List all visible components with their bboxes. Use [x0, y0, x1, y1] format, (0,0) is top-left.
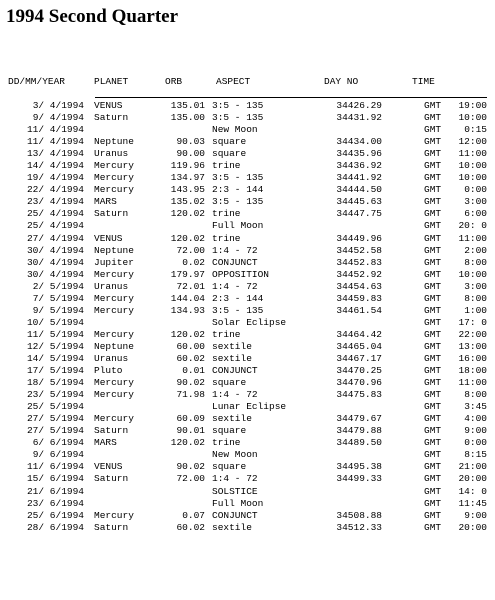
- cell-dayno: 34435.96: [336, 148, 382, 160]
- table-row: [0, 112, 495, 124]
- cell-date: 2/ 5/1994: [32, 280, 84, 292]
- cell-time: 12:00: [458, 136, 487, 148]
- cell-orb: 0.02: [182, 256, 205, 268]
- cell-orb: 120.02: [170, 232, 205, 244]
- cell-gmt: GMT: [424, 196, 442, 208]
- cell-orb: 90.00: [176, 148, 205, 160]
- cell-orb: 144.04: [170, 292, 205, 304]
- cell-aspect: square: [212, 148, 247, 160]
- table-row: [0, 196, 495, 208]
- cell-gmt: GMT: [424, 148, 442, 160]
- column-header-time: TIME: [412, 76, 435, 87]
- cell-aspect: Full Moon: [212, 497, 264, 509]
- table-row: [0, 245, 495, 257]
- cell-orb: 90.02: [176, 377, 205, 389]
- cell-dayno: 34479.88: [336, 425, 382, 437]
- cell-time: 11:00: [458, 232, 487, 244]
- cell-date: 6/ 6/1994: [32, 437, 84, 449]
- table-row: [0, 208, 495, 220]
- cell-orb: 120.02: [170, 437, 205, 449]
- cell-aspect: sextile: [212, 352, 252, 364]
- cell-planet: MARS: [94, 196, 117, 208]
- table-row: [0, 172, 495, 184]
- table-row: [0, 293, 495, 305]
- cell-aspect: 3:5 - 135: [212, 196, 264, 208]
- cell-date: 27/ 5/1994: [26, 425, 84, 437]
- cell-time: 10:00: [458, 112, 487, 124]
- cell-planet: VENUS: [94, 232, 123, 244]
- cell-orb: 60.00: [176, 340, 205, 352]
- table-row: [0, 160, 495, 172]
- cell-planet: Mercury: [94, 389, 134, 401]
- table-row: [0, 486, 495, 498]
- cell-planet: VENUS: [94, 461, 123, 473]
- cell-date: 9/ 6/1994: [32, 449, 84, 461]
- table-row: [0, 365, 495, 377]
- cell-orb: 143.95: [170, 184, 205, 196]
- cell-planet: Uranus: [94, 148, 129, 160]
- cell-dayno: 34452.83: [336, 256, 382, 268]
- cell-planet: Mercury: [94, 172, 134, 184]
- cell-date: 23/ 5/1994: [26, 389, 84, 401]
- cell-gmt: GMT: [424, 172, 442, 184]
- cell-planet: Mercury: [94, 268, 134, 280]
- cell-gmt: GMT: [424, 413, 442, 425]
- cell-dayno: 34495.38: [336, 461, 382, 473]
- cell-date: 18/ 5/1994: [26, 377, 84, 389]
- cell-dayno: 34452.58: [336, 244, 382, 256]
- table-row: [0, 461, 495, 473]
- cell-time: 8:00: [464, 389, 487, 401]
- table-row: [0, 377, 495, 389]
- cell-time: 20:00: [458, 473, 487, 485]
- cell-time: 8:00: [464, 256, 487, 268]
- cell-planet: Mercury: [94, 160, 134, 172]
- table-row: [0, 341, 495, 353]
- cell-dayno: 34512.33: [336, 521, 382, 533]
- cell-aspect: trine: [212, 160, 241, 172]
- cell-orb: 60.02: [176, 521, 205, 533]
- cell-dayno: 34461.54: [336, 304, 382, 316]
- cell-planet: Neptune: [94, 340, 134, 352]
- cell-dayno: 34426.29: [336, 100, 382, 111]
- cell-dayno: 34436.92: [336, 160, 382, 172]
- cell-aspect: square: [212, 425, 247, 437]
- cell-aspect: trine: [212, 328, 241, 340]
- cell-gmt: GMT: [424, 521, 442, 533]
- cell-orb: 120.02: [170, 208, 205, 220]
- table-row: [0, 184, 495, 196]
- table-row: [0, 510, 495, 522]
- cell-time: 8:15: [464, 449, 487, 461]
- table-row: [0, 100, 495, 112]
- cell-planet: Mercury: [94, 304, 134, 316]
- cell-planet: Mercury: [94, 328, 134, 340]
- cell-gmt: GMT: [424, 401, 442, 413]
- table-row: [0, 220, 495, 232]
- cell-time: 19:00: [458, 100, 487, 111]
- cell-gmt: GMT: [424, 220, 442, 232]
- cell-date: 28/ 6/1994: [26, 521, 84, 533]
- cell-orb: 134.97: [170, 172, 205, 184]
- cell-orb: 0.01: [182, 365, 205, 377]
- table-row: [0, 136, 495, 148]
- cell-aspect: 2:3 - 144: [212, 184, 264, 196]
- cell-planet: Uranus: [94, 280, 129, 292]
- cell-dayno: 34459.83: [336, 292, 382, 304]
- cell-time: 0:00: [464, 184, 487, 196]
- cell-date: 14/ 5/1994: [26, 352, 84, 364]
- cell-planet: Mercury: [94, 184, 134, 196]
- cell-gmt: GMT: [424, 256, 442, 268]
- table-row: [0, 257, 495, 269]
- table-row: [0, 522, 495, 534]
- cell-time: 3:00: [464, 196, 487, 208]
- cell-time: 13:00: [458, 340, 487, 352]
- table-row: [0, 269, 495, 281]
- cell-planet: Neptune: [94, 136, 134, 148]
- cell-aspect: 3:5 - 135: [212, 100, 264, 111]
- cell-orb: 71.98: [176, 389, 205, 401]
- cell-time: 0:15: [464, 124, 487, 136]
- cell-gmt: GMT: [424, 365, 442, 377]
- cell-gmt: GMT: [424, 437, 442, 449]
- cell-date: 7/ 5/1994: [32, 292, 84, 304]
- cell-gmt: GMT: [424, 304, 442, 316]
- cell-time: 3:00: [464, 280, 487, 292]
- cell-gmt: GMT: [424, 280, 442, 292]
- table-row: [0, 437, 495, 449]
- table-row: [0, 329, 495, 341]
- cell-aspect: OPPOSITION: [212, 268, 270, 280]
- cell-date: 14/ 4/1994: [26, 160, 84, 172]
- cell-aspect: New Moon: [212, 124, 258, 136]
- cell-planet: Mercury: [94, 509, 134, 521]
- cell-gmt: GMT: [424, 268, 442, 280]
- cell-date: 17/ 5/1994: [26, 365, 84, 377]
- cell-aspect: 1:4 - 72: [212, 389, 258, 401]
- cell-dayno: 34447.75: [336, 208, 382, 220]
- cell-date: 9/ 5/1994: [32, 304, 84, 316]
- cell-orb: 0.07: [182, 509, 205, 521]
- cell-orb: 72.00: [176, 244, 205, 256]
- cell-time: 3:45: [464, 401, 487, 413]
- cell-time: 2:00: [464, 244, 487, 256]
- cell-aspect: Lunar Eclipse: [212, 401, 287, 413]
- table-row: [0, 425, 495, 437]
- cell-aspect: CONJUNCT: [212, 256, 258, 268]
- cell-planet: Neptune: [94, 244, 134, 256]
- table-row: [0, 353, 495, 365]
- cell-aspect: sextile: [212, 340, 252, 352]
- table-row: [0, 401, 495, 413]
- table-row: [0, 473, 495, 485]
- cell-date: 30/ 4/1994: [26, 268, 84, 280]
- cell-gmt: GMT: [424, 485, 442, 497]
- cell-gmt: GMT: [424, 316, 442, 328]
- cell-orb: 90.01: [176, 425, 205, 437]
- cell-planet: Jupiter: [94, 256, 134, 268]
- cell-date: 15/ 6/1994: [26, 473, 84, 485]
- cell-gmt: GMT: [424, 509, 442, 521]
- cell-dayno: 34499.33: [336, 473, 382, 485]
- cell-time: 18:00: [458, 365, 487, 377]
- table-row: [0, 124, 495, 136]
- cell-dayno: 34475.83: [336, 389, 382, 401]
- cell-gmt: GMT: [424, 232, 442, 244]
- cell-orb: 90.03: [176, 136, 205, 148]
- cell-gmt: GMT: [424, 112, 442, 124]
- cell-date: 13/ 4/1994: [26, 148, 84, 160]
- cell-aspect: sextile: [212, 413, 252, 425]
- cell-aspect: trine: [212, 208, 241, 220]
- cell-aspect: SOLSTICE: [212, 485, 258, 497]
- cell-orb: 72.01: [176, 280, 205, 292]
- table-row: [0, 498, 495, 510]
- cell-date: 27/ 4/1994: [26, 232, 84, 244]
- cell-orb: 179.97: [170, 268, 205, 280]
- cell-time: 4:00: [464, 413, 487, 425]
- cell-date: 25/ 5/1994: [26, 401, 84, 413]
- cell-aspect: 1:4 - 72: [212, 244, 258, 256]
- cell-aspect: Full Moon: [212, 220, 264, 232]
- cell-planet: MARS: [94, 437, 117, 449]
- cell-date: 3/ 4/1994: [32, 100, 84, 111]
- cell-gmt: GMT: [424, 124, 442, 136]
- cell-gmt: GMT: [424, 425, 442, 437]
- cell-orb: 119.96: [170, 160, 205, 172]
- cell-time: 16:00: [458, 352, 487, 364]
- table-row: [0, 305, 495, 317]
- cell-dayno: 34431.92: [336, 112, 382, 124]
- cell-date: 25/ 6/1994: [26, 509, 84, 521]
- cell-orb: 135.00: [170, 112, 205, 124]
- cell-date: 12/ 5/1994: [26, 340, 84, 352]
- cell-planet: Saturn: [94, 521, 129, 533]
- cell-date: 30/ 4/1994: [26, 256, 84, 268]
- cell-aspect: square: [212, 136, 247, 148]
- cell-planet: Pluto: [94, 365, 123, 377]
- table-row: [0, 449, 495, 461]
- cell-time: 1:00: [464, 304, 487, 316]
- cell-date: 22/ 4/1994: [26, 184, 84, 196]
- cell-dayno: 34464.42: [336, 328, 382, 340]
- cell-date: 11/ 5/1994: [26, 328, 84, 340]
- cell-dayno: 34470.25: [336, 365, 382, 377]
- cell-date: 25/ 4/1994: [26, 220, 84, 232]
- cell-gmt: GMT: [424, 208, 442, 220]
- cell-orb: 60.09: [176, 413, 205, 425]
- cell-aspect: Solar Eclipse: [212, 316, 287, 328]
- cell-time: 11:45: [458, 497, 487, 509]
- cell-planet: Saturn: [94, 473, 129, 485]
- column-header-dayno: DAY NO: [324, 76, 359, 87]
- cell-planet: Saturn: [94, 425, 129, 437]
- cell-aspect: square: [212, 461, 247, 473]
- cell-date: 21/ 6/1994: [26, 485, 84, 497]
- cell-time: 10:00: [458, 160, 487, 172]
- cell-time: 6:00: [464, 208, 487, 220]
- cell-orb: 60.02: [176, 352, 205, 364]
- cell-date: 10/ 5/1994: [26, 316, 84, 328]
- cell-dayno: 34445.63: [336, 196, 382, 208]
- cell-time: 21:00: [458, 461, 487, 473]
- table-row: [0, 233, 495, 245]
- cell-planet: Mercury: [94, 413, 134, 425]
- cell-orb: 135.02: [170, 196, 205, 208]
- table-row: [0, 413, 495, 425]
- cell-time: 11:00: [458, 148, 487, 160]
- cell-gmt: GMT: [424, 328, 442, 340]
- cell-date: 23/ 4/1994: [26, 196, 84, 208]
- cell-aspect: trine: [212, 437, 241, 449]
- cell-dayno: 34444.50: [336, 184, 382, 196]
- cell-gmt: GMT: [424, 461, 442, 473]
- cell-gmt: GMT: [424, 497, 442, 509]
- cell-gmt: GMT: [424, 389, 442, 401]
- cell-aspect: 3:5 - 135: [212, 172, 264, 184]
- cell-orb: 72.00: [176, 473, 205, 485]
- table-body: [0, 100, 495, 534]
- cell-dayno: 34452.92: [336, 268, 382, 280]
- column-header-orb: ORB: [165, 76, 183, 87]
- cell-time: 0:00: [464, 437, 487, 449]
- cell-planet: Mercury: [94, 377, 134, 389]
- cell-gmt: GMT: [424, 160, 442, 172]
- cell-gmt: GMT: [424, 340, 442, 352]
- cell-gmt: GMT: [424, 136, 442, 148]
- cell-gmt: GMT: [424, 352, 442, 364]
- cell-gmt: GMT: [424, 473, 442, 485]
- cell-planet: VENUS: [94, 100, 123, 111]
- cell-dayno: 34434.00: [336, 136, 382, 148]
- cell-orb: 90.02: [176, 461, 205, 473]
- table-header: [0, 76, 495, 88]
- cell-orb: 135.01: [170, 100, 205, 111]
- cell-dayno: 34508.88: [336, 509, 382, 521]
- cell-orb: 134.93: [170, 304, 205, 316]
- column-header-planet: PLANET: [94, 76, 129, 87]
- cell-gmt: GMT: [424, 184, 442, 196]
- cell-dayno: 34465.04: [336, 340, 382, 352]
- cell-aspect: 3:5 - 135: [212, 304, 264, 316]
- cell-planet: Saturn: [94, 112, 129, 124]
- cell-date: 30/ 4/1994: [26, 244, 84, 256]
- cell-dayno: 34467.17: [336, 352, 382, 364]
- cell-aspect: New Moon: [212, 449, 258, 461]
- cell-time: 10:00: [458, 268, 487, 280]
- table-row: [0, 281, 495, 293]
- cell-date: 23/ 6/1994: [26, 497, 84, 509]
- cell-dayno: 34454.63: [336, 280, 382, 292]
- cell-aspect: 1:4 - 72: [212, 280, 258, 292]
- header-divider: [95, 97, 487, 98]
- cell-aspect: 2:3 - 144: [212, 292, 264, 304]
- cell-gmt: GMT: [424, 377, 442, 389]
- cell-dayno: 34479.67: [336, 413, 382, 425]
- cell-date: 25/ 4/1994: [26, 208, 84, 220]
- cell-date: 11/ 4/1994: [26, 136, 84, 148]
- cell-gmt: GMT: [424, 100, 442, 111]
- cell-gmt: GMT: [424, 449, 442, 461]
- cell-dayno: 34441.92: [336, 172, 382, 184]
- cell-gmt: GMT: [424, 292, 442, 304]
- cell-time: 11:00: [458, 377, 487, 389]
- cell-date: 27/ 5/1994: [26, 413, 84, 425]
- cell-aspect: trine: [212, 232, 241, 244]
- cell-time: 20:00: [458, 521, 487, 533]
- cell-planet: Uranus: [94, 352, 129, 364]
- cell-date: 11/ 6/1994: [26, 461, 84, 473]
- column-header-aspect: ASPECT: [216, 76, 251, 87]
- cell-time: 20: 0: [458, 220, 487, 232]
- table-row: [0, 389, 495, 401]
- cell-aspect: square: [212, 377, 247, 389]
- cell-time: 17: 0: [458, 316, 487, 328]
- table-row: [0, 317, 495, 329]
- cell-planet: Mercury: [94, 292, 134, 304]
- cell-planet: Saturn: [94, 208, 129, 220]
- column-header-date: DD/MM/YEAR: [8, 76, 66, 87]
- cell-aspect: 1:4 - 72: [212, 473, 258, 485]
- cell-date: 11/ 4/1994: [26, 124, 84, 136]
- cell-time: 9:00: [464, 425, 487, 437]
- cell-aspect: CONJUNCT: [212, 365, 258, 377]
- cell-aspect: sextile: [212, 521, 252, 533]
- table-row: [0, 148, 495, 160]
- cell-dayno: 34489.50: [336, 437, 382, 449]
- cell-dayno: 34470.96: [336, 377, 382, 389]
- cell-orb: 120.02: [170, 328, 205, 340]
- cell-time: 22:00: [458, 328, 487, 340]
- cell-date: 19/ 4/1994: [26, 172, 84, 184]
- cell-aspect: CONJUNCT: [212, 509, 258, 521]
- cell-aspect: 3:5 - 135: [212, 112, 264, 124]
- cell-time: 14: 0: [458, 485, 487, 497]
- cell-dayno: 34449.96: [336, 232, 382, 244]
- cell-time: 8:00: [464, 292, 487, 304]
- cell-gmt: GMT: [424, 244, 442, 256]
- cell-time: 10:00: [458, 172, 487, 184]
- cell-time: 9:00: [464, 509, 487, 521]
- page-title: 1994 Second Quarter: [6, 6, 179, 27]
- cell-date: 9/ 4/1994: [32, 112, 84, 124]
